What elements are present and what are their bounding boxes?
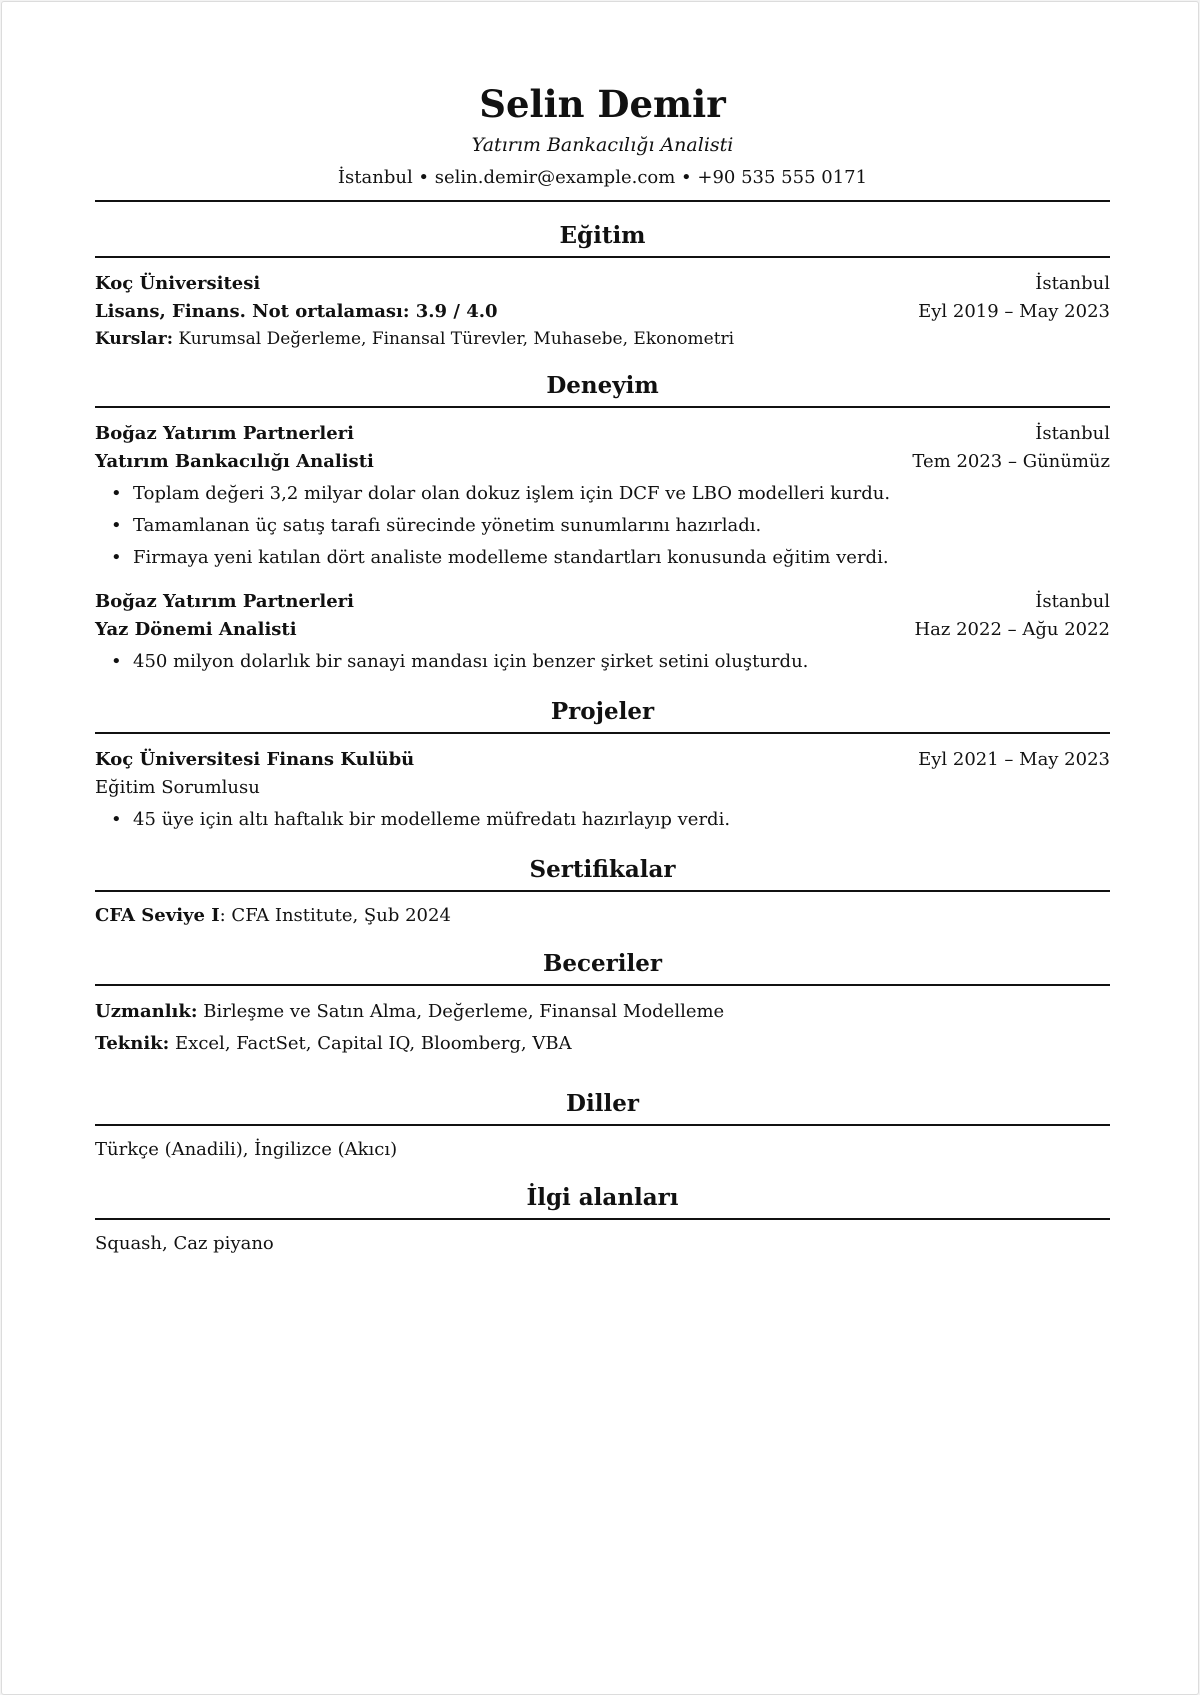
expertise-text: Birleşme ve Satın Alma, Değerleme, Finansal Modelleme <box>203 1001 725 1022</box>
bullet-item: • 450 milyon dolarlık bir sanayi mandası için benzer şirket setini oluşturdu. <box>111 651 809 672</box>
technical-label: Teknik: <box>95 1033 170 1054</box>
candidate-headline: Yatırım Bankacılığı Analisti <box>471 134 734 156</box>
certification-name: CFA Seviye I <box>95 905 220 926</box>
skills-technical <box>95 1028 1110 1060</box>
courses-label: Kurslar: <box>95 329 173 349</box>
job-dates: Tem 2023 – Günümüz <box>912 451 1110 472</box>
school-name: Koç Üniversitesi <box>95 273 261 294</box>
skills-block <box>95 996 1110 1060</box>
languages-text: Türkçe (Anadili), İngilizce (Akıcı) <box>95 1139 398 1160</box>
courses-text: Kurumsal Değerleme, Finansal Türevler, Muhasebe, Ekonometri <box>178 329 735 349</box>
header-divider <box>95 200 1110 202</box>
job-location: İstanbul <box>1035 423 1110 444</box>
job-bullets <box>95 478 1110 574</box>
section-title-certifications: Sertifikalar <box>95 854 1110 892</box>
contact-line: İstanbul • selin.demir@example.com • +90 535 555 0171 <box>337 167 868 188</box>
section-title-projects: Projeler <box>95 696 1110 734</box>
project-bullets <box>95 804 1110 836</box>
job-bullets <box>95 646 1110 678</box>
certification-item <box>95 902 1110 930</box>
job-company: Boğaz Yatırım Partnerleri <box>95 591 355 612</box>
skills-expertise <box>95 996 1110 1028</box>
project-role: Eğitim Sorumlusu <box>95 777 260 798</box>
bullet-item: • Firmaya yeni katılan dört analiste modelleme standartları konusunda eğitim verdi. <box>111 547 889 568</box>
courses-line <box>95 326 1110 352</box>
school-location: İstanbul <box>1035 273 1110 294</box>
resume-page <box>1 1 1199 1695</box>
project-dates: Eyl 2021 – May 2023 <box>918 749 1110 770</box>
resume-content <box>95 82 1110 1258</box>
section-title-education: Eğitim <box>95 220 1110 258</box>
job-entry <box>95 420 1110 574</box>
bullet-item: • 45 üye için altı haftalık bir modelleme müfredatı hazırlayıp verdi. <box>111 809 731 830</box>
interests-text: Squash, Caz piyano <box>95 1233 274 1254</box>
section-title-skills: Beceriler <box>95 948 1110 986</box>
job-location: İstanbul <box>1035 591 1110 612</box>
section-title-languages: Diller <box>95 1088 1110 1126</box>
candidate-name: Selin Demir <box>479 82 726 126</box>
degree: Lisans, Finans. Not ortalaması: 3.9 / 4.0 <box>95 301 498 322</box>
project-entry <box>95 746 1110 836</box>
certification-detail: : CFA Institute, Şub 2024 <box>219 905 451 926</box>
job-role: Yaz Dönemi Analisti <box>95 619 297 640</box>
job-company: Boğaz Yatırım Partnerleri <box>95 423 355 444</box>
education-dates: Eyl 2019 – May 2023 <box>918 301 1110 322</box>
section-title-interests: İlgi alanları <box>95 1182 1110 1220</box>
bullet-item: • Toplam değeri 3,2 milyar dolar olan dokuz işlem için DCF ve LBO modelleri kurdu. <box>111 483 891 504</box>
education-entry <box>95 270 1110 352</box>
job-dates: Haz 2022 – Ağu 2022 <box>914 619 1110 640</box>
section-title-experience: Deneyim <box>95 370 1110 408</box>
job-role: Yatırım Bankacılığı Analisti <box>95 451 374 472</box>
project-name: Koç Üniversitesi Finans Kulübü <box>95 749 415 770</box>
job-entry <box>95 588 1110 678</box>
expertise-label: Uzmanlık: <box>95 1001 198 1022</box>
technical-text: Excel, FactSet, Capital IQ, Bloomberg, VBA <box>175 1033 572 1054</box>
bullet-item: • Tamamlanan üç satış tarafı sürecinde yönetim sunumlarını hazırladı. <box>111 515 762 536</box>
